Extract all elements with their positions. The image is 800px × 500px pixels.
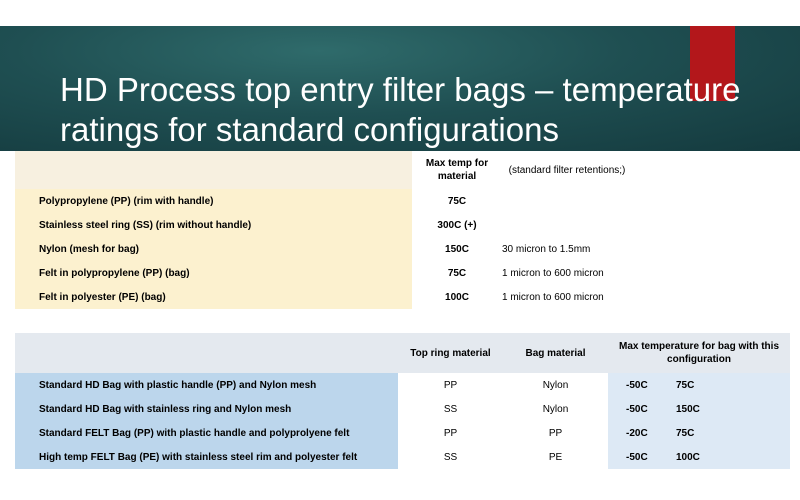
material-name: Nylon (mesh for bag) — [15, 237, 412, 261]
slide-title-line-1: HD Process top entry filter bags – temperature — [60, 71, 741, 108]
config-ring: SS — [398, 445, 503, 469]
table-row — [15, 237, 790, 261]
table-row — [15, 421, 790, 445]
material-retention — [502, 213, 632, 237]
table-row — [15, 285, 790, 309]
material-temp: 300C (+) — [437, 219, 477, 231]
material-temp: 75C — [447, 267, 467, 279]
header-config-cell — [15, 333, 398, 373]
slide-title — [60, 70, 780, 150]
header-bag-material: Bag material — [503, 333, 608, 373]
config-name: High temp FELT Bag (PE) with stainless steel rim and polyester felt — [15, 445, 398, 469]
material-retention: 1 micron to 600 micron — [502, 267, 604, 279]
slide-title-line-2: ratings for standard configurations — [60, 111, 559, 148]
header-max-temp: Max temp for material — [425, 158, 489, 182]
material-temp: 100C — [445, 291, 469, 303]
material-temperature-table — [15, 151, 790, 309]
table-row — [15, 397, 790, 421]
config-max-temp: 100C — [666, 445, 790, 469]
config-bag: PP — [503, 421, 608, 445]
config-bag: Nylon — [503, 397, 608, 421]
material-retention — [502, 189, 632, 213]
config-max-temp: 150C — [666, 397, 790, 421]
material-name: Polypropylene (PP) (rim with handle) — [15, 189, 412, 213]
header-empty-cell — [632, 151, 790, 189]
config-min-temp: -50C — [608, 445, 666, 469]
config-ring: SS — [398, 397, 503, 421]
material-name: Stainless steel ring (SS) (rim without handle) — [15, 213, 412, 237]
config-name: Standard HD Bag with plastic handle (PP) and Nylon mesh — [15, 373, 398, 397]
table-header-row — [15, 151, 790, 189]
config-min-temp: -20C — [608, 421, 666, 445]
config-ring: PP — [398, 373, 503, 397]
config-bag: PE — [503, 445, 608, 469]
material-temp: 75C — [447, 195, 467, 207]
config-min-temp: -50C — [608, 397, 666, 421]
table-row — [15, 213, 790, 237]
table-header-row — [15, 333, 790, 373]
config-max-temp: 75C — [666, 421, 790, 445]
config-min-temp: -50C — [608, 373, 666, 397]
config-ring: PP — [398, 421, 503, 445]
table-row — [15, 445, 790, 469]
material-retention: 1 micron to 600 micron — [502, 291, 604, 303]
configuration-temperature-table — [15, 333, 790, 469]
header-max-temperature: Max temperature for bag with this configuration — [608, 333, 790, 373]
table-row — [15, 261, 790, 285]
material-temp: 150C — [445, 243, 469, 255]
config-max-temp: 75C — [666, 373, 790, 397]
config-name: Standard HD Bag with stainless ring and Nylon mesh — [15, 397, 398, 421]
header-material-cell — [15, 151, 412, 189]
config-bag: Nylon — [503, 373, 608, 397]
header-top-ring: Top ring material — [398, 333, 503, 373]
table-row — [15, 373, 790, 397]
material-retention: 30 micron to 1.5mm — [502, 243, 591, 255]
config-name: Standard FELT Bag (PP) with plastic handle and polyprolyene felt — [15, 421, 398, 445]
header-retentions: (standard filter retentions;) — [508, 164, 626, 176]
material-name: Felt in polyester (PE) (bag) — [15, 285, 412, 309]
material-name: Felt in polypropylene (PP) (bag) — [15, 261, 412, 285]
table-row — [15, 189, 790, 213]
